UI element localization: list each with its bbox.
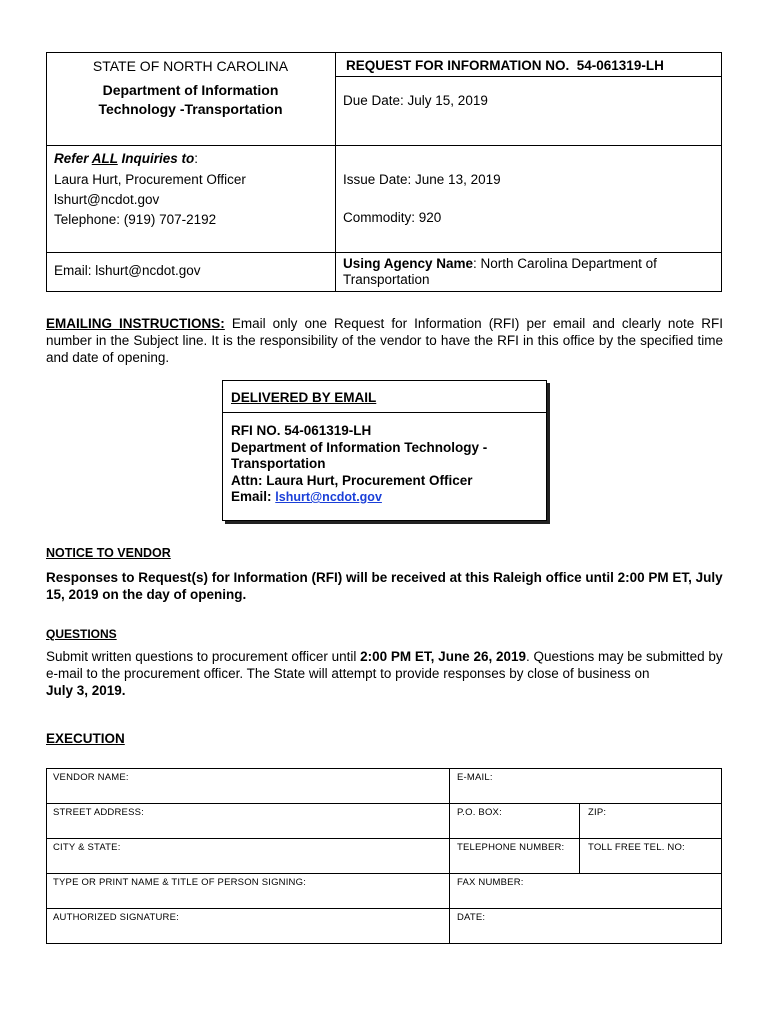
header-rule <box>46 252 722 253</box>
delivered-heading: DELIVERED BY EMAIL <box>231 390 377 405</box>
delivered-email-link[interactable]: lshurt@ncdot.gov <box>275 490 382 504</box>
emailing-heading: EMAILING INSTRUCTIONS: <box>46 316 225 331</box>
using-agency <box>343 256 657 271</box>
notice-text: Responses to Request(s) for Information (RFI) will be received at this Raleigh office until 2:00 PM ET, July 15, 2019 on the day of opening. <box>46 570 723 602</box>
zip-field[interactable]: ZIP: <box>588 807 607 818</box>
questions-text-b: . Questions may be submitted by e-mail to the procurement officer. The State will attempt to provide responses by close of business on <box>46 649 723 681</box>
toll-free-field[interactable]: TOLL FREE TEL. NO: <box>588 842 685 853</box>
refer-inquiries <box>54 151 198 166</box>
agency-label: Using Agency Name <box>343 256 474 271</box>
refer-all: ALL <box>91 151 118 166</box>
department-line-2: Technology -Transportation <box>98 101 283 117</box>
fax-field[interactable]: FAX NUMBER: <box>457 877 524 888</box>
department-line-1: Department of Information <box>102 82 279 98</box>
execution-divider <box>579 803 580 873</box>
rfi-number: 54-061319-LH <box>576 58 664 73</box>
due-date: Due Date: July 15, 2019 <box>343 93 488 108</box>
questions-response-date: July 3, 2019. <box>46 683 126 698</box>
commodity: Commodity: 920 <box>343 210 442 225</box>
execution-rule <box>46 908 722 909</box>
execution-rule <box>46 873 722 874</box>
delivered-dept-1: Department of Information Technology - <box>231 439 488 455</box>
contact-email: lshurt@ncdot.gov <box>54 192 160 207</box>
agency-value-2: Transportation <box>343 272 430 287</box>
questions-text-a: Submit written questions to procurement officer until <box>46 649 361 664</box>
execution-rule <box>46 838 722 839</box>
refer-colon: : <box>194 151 199 166</box>
contact-name: Laura Hurt, Procurement Officer <box>54 172 246 187</box>
agency-value: : North Carolina Department of <box>473 256 657 271</box>
emailing-instructions <box>46 315 723 366</box>
signature-field[interactable]: AUTHORIZED SIGNATURE: <box>53 912 179 923</box>
delivered-rule <box>222 412 547 413</box>
delivered-address <box>231 423 487 506</box>
email-field[interactable]: E-MAIL: <box>457 772 493 783</box>
state-name: STATE OF NORTH CAROLINA <box>92 58 289 74</box>
po-box-field[interactable]: P.O. BOX: <box>457 807 502 818</box>
date-field[interactable]: DATE: <box>457 912 486 923</box>
street-address-field[interactable]: STREET ADDRESS: <box>53 807 144 818</box>
contact-phone: Telephone: (919) 707-2192 <box>54 212 217 227</box>
city-state-field[interactable]: CITY & STATE: <box>53 842 121 853</box>
telephone-field[interactable]: TELEPHONE NUMBER: <box>457 842 565 853</box>
header-divider <box>335 52 336 292</box>
print-name-field[interactable]: TYPE OR PRINT NAME & TITLE OF PERSON SIGNING: <box>53 877 307 888</box>
delivered-email-label: Email: <box>231 489 276 504</box>
delivered-rfi: RFI NO. 54-061319-LH <box>231 423 372 438</box>
header-rule <box>335 76 722 77</box>
questions-heading: QUESTIONS <box>46 627 117 641</box>
rfi-label-text: REQUEST FOR INFORMATION NO. <box>346 58 570 73</box>
delivered-attn: Attn: Laura Hurt, Procurement Officer <box>231 472 473 488</box>
delivered-email-row <box>231 489 487 506</box>
emailing-text: Email only one Request for Information (RFI) per email and clearly note RFI number in the Subject line. It is the responsibility of the vendor to have the RFI in this office by the specified time and date of opening. <box>46 316 723 365</box>
delivered-dept-2: Transportation <box>231 456 326 471</box>
issue-date: Issue Date: June 13, 2019 <box>343 172 501 187</box>
refer-suffix: Inquiries to <box>117 151 195 166</box>
header-rule <box>46 145 722 146</box>
vendor-name-field[interactable]: VENDOR NAME: <box>53 772 129 783</box>
notice-heading: NOTICE TO VENDOR <box>46 546 171 560</box>
rfi-label <box>346 58 664 73</box>
execution-divider <box>449 768 450 944</box>
execution-heading: EXECUTION <box>46 731 125 746</box>
execution-rule <box>46 803 722 804</box>
header-email: Email: lshurt@ncdot.gov <box>54 263 201 278</box>
questions-text <box>46 648 726 699</box>
questions-deadline: 2:00 PM ET, June 26, 2019 <box>360 649 526 664</box>
refer-prefix: Refer <box>54 151 92 166</box>
